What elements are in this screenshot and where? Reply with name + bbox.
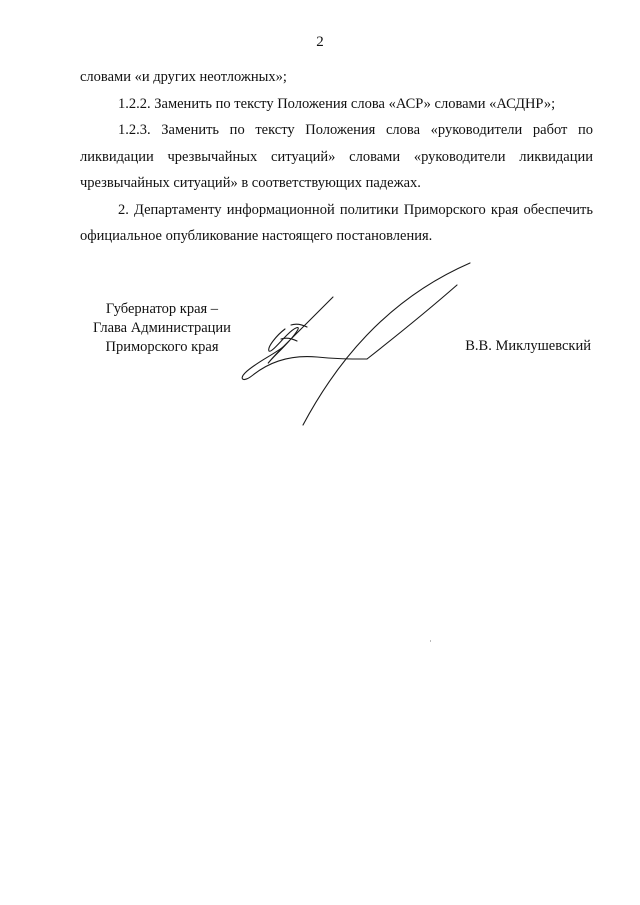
page-number: 2 [316, 34, 324, 50]
position-line-3: Приморского края [105, 339, 219, 355]
signer-name: В.В. Миклушевский [465, 338, 591, 354]
paragraph-1-2-3: 1.2.3. Заменить по тексту Положения слова «руководители работ по ликвидации чрезвычайных ситуаций» словами «руководители ликвидации чрезвычайных ситуаций» в соответствующих падежах. [80, 122, 593, 191]
handwritten-signature [225, 255, 485, 435]
paragraph-2: 2. Департаменту информационной политики Приморского края обеспечить официальное опубликование настоящего постановления. [80, 201, 593, 244]
document-body [80, 64, 593, 250]
position-line-2: Глава Администрации [93, 320, 231, 336]
scan-speck [430, 640, 431, 642]
position-line-1: Губернатор края – [105, 301, 219, 317]
paragraph-1-2-2: 1.2.2. Заменить по тексту Положения слова «АСР» словами «АСДНР»; [118, 95, 556, 112]
paragraph-continuation: словами «и других неотложных»; [80, 69, 287, 85]
